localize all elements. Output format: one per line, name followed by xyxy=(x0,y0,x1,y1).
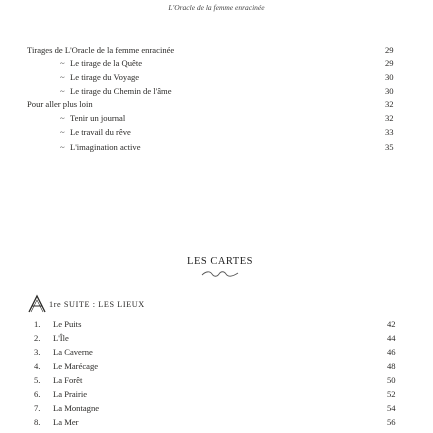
tilde-bullet-icon: ~ xyxy=(60,142,65,152)
card-page: 54 xyxy=(387,403,396,413)
toc-entry-label: Le tirage de la Quête xyxy=(70,58,143,68)
card-page: 42 xyxy=(387,319,396,329)
card-page: 46 xyxy=(387,347,396,357)
toc-entry-page: 35 xyxy=(385,142,394,152)
card-entry xyxy=(0,388,433,400)
toc-entry xyxy=(0,98,433,110)
card-name: Le Marécage xyxy=(53,361,99,371)
toc-entry-label: Tirages de L'Oracle de la femme enracinée xyxy=(27,45,175,55)
card-number: 7. xyxy=(34,403,41,413)
card-number: 2. xyxy=(34,333,41,343)
toc-entry-label: Le travail du rêve xyxy=(70,127,131,137)
toc-entry-page: 33 xyxy=(385,127,394,137)
toc-entry xyxy=(0,112,433,124)
card-entry xyxy=(0,360,433,372)
toc-entry-label: Le tirage du Chemin de l'âme xyxy=(70,86,172,96)
toc-entry xyxy=(0,126,433,138)
card-entry xyxy=(0,416,433,428)
toc-entry-label: L'imagination active xyxy=(70,142,141,152)
section-title: LES CARTES xyxy=(187,256,253,267)
tilde-bullet-icon: ~ xyxy=(60,113,65,123)
card-page: 48 xyxy=(387,361,396,371)
card-entry xyxy=(0,374,433,386)
toc-entry-page: 30 xyxy=(385,86,394,96)
tilde-bullet-icon: ~ xyxy=(60,72,65,82)
card-entry xyxy=(0,318,433,330)
toc-entry xyxy=(0,85,433,97)
card-name: La Caverne xyxy=(53,347,93,357)
card-page: 56 xyxy=(387,417,396,427)
toc-entry-label: Tenir un journal xyxy=(70,113,126,123)
card-number: 8. xyxy=(34,417,41,427)
card-page: 50 xyxy=(387,375,396,385)
flourish-ornament-icon xyxy=(200,270,240,278)
chapter-label: 1re SUITE : LES LIEUX xyxy=(49,300,145,309)
toc-entry-page: 30 xyxy=(385,72,394,82)
toc-entry-label: Pour aller plus loin xyxy=(27,99,93,109)
card-name: Le Puits xyxy=(53,319,82,329)
card-name: La Montagne xyxy=(53,403,100,413)
toc-entry-page: 29 xyxy=(385,45,394,55)
card-name: L'Île xyxy=(53,333,69,343)
decorative-initial-a-icon xyxy=(27,294,47,314)
toc-entry-page: 32 xyxy=(385,113,394,123)
toc-entry-page: 32 xyxy=(385,99,394,109)
card-number: 6. xyxy=(34,389,41,399)
card-page: 52 xyxy=(387,389,396,399)
card-name: La Prairie xyxy=(53,389,88,399)
card-entry xyxy=(0,346,433,358)
toc-entry xyxy=(0,141,433,153)
card-number: 3. xyxy=(34,347,41,357)
tilde-bullet-icon: ~ xyxy=(60,58,65,68)
card-entry xyxy=(0,332,433,344)
toc-entry xyxy=(0,57,433,69)
card-page: 44 xyxy=(387,333,396,343)
tilde-bullet-icon: ~ xyxy=(60,127,65,137)
card-number: 1. xyxy=(34,319,41,329)
toc-entry xyxy=(0,44,433,56)
card-name: La Mer xyxy=(53,417,79,427)
toc-entry-label: Le tirage du Voyage xyxy=(70,72,140,82)
card-name: La Forêt xyxy=(53,375,83,385)
card-entry xyxy=(0,402,433,414)
tilde-bullet-icon: ~ xyxy=(60,86,65,96)
running-head: L'Oracle de la femme enracinée xyxy=(168,3,265,12)
toc-entry xyxy=(0,71,433,83)
card-number: 5. xyxy=(34,375,41,385)
toc-entry-page: 29 xyxy=(385,58,394,68)
card-number: 4. xyxy=(34,361,41,371)
